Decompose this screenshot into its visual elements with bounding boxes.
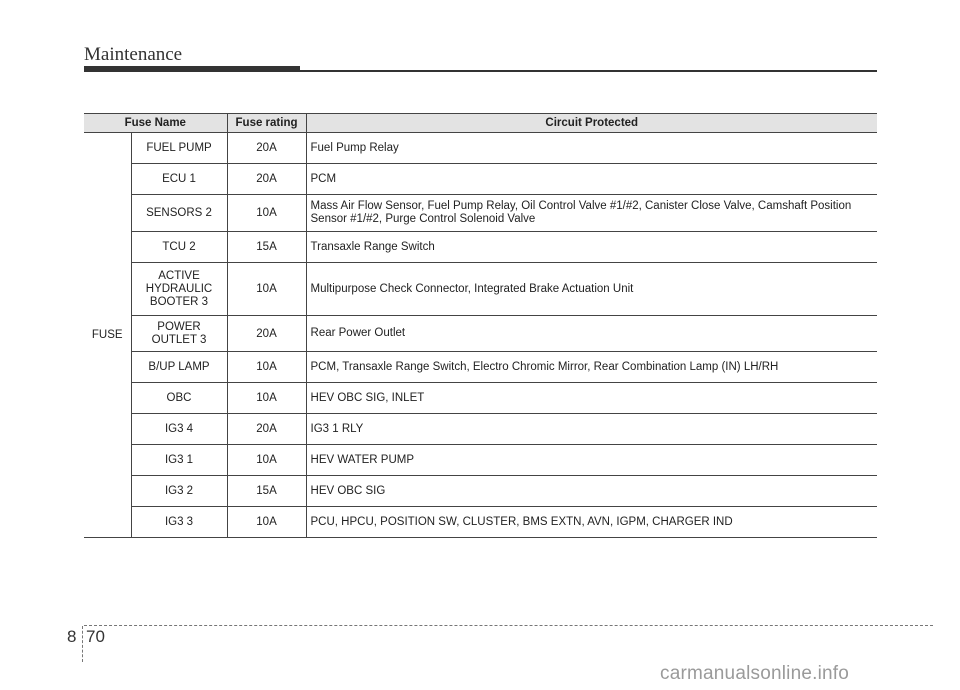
fuse-name-cell: OBC (131, 383, 227, 414)
fuse-rating-cell: 15A (227, 232, 306, 263)
fuse-name-cell: TCU 2 (131, 232, 227, 263)
table-row (84, 445, 877, 476)
footer-divider (82, 626, 83, 662)
circuit-protected-cell: Multipurpose Check Connector, Integrated Brake Actuation Unit (306, 263, 877, 316)
table-row (84, 352, 877, 383)
fuse-name-cell: SENSORS 2 (131, 195, 227, 232)
fuse-rating-cell: 20A (227, 414, 306, 445)
table-row (84, 164, 877, 195)
fuse-name-cell: IG3 3 (131, 507, 227, 538)
circuit-protected-cell: PCM (306, 164, 877, 195)
fuse-name-cell: FUEL PUMP (131, 133, 227, 164)
circuit-protected-cell: IG3 1 RLY (306, 414, 877, 445)
table-row (84, 195, 877, 232)
fuse-name-cell: IG3 1 (131, 445, 227, 476)
section-title: Maintenance (84, 44, 183, 65)
circuit-protected-cell: Fuel Pump Relay (306, 133, 877, 164)
table-row (84, 232, 877, 263)
circuit-protected-cell: Mass Air Flow Sensor, Fuel Pump Relay, Oil Control Valve #1/#2, Canister Close Valve, Camshaft Position Sensor #1/#2, Purge Control Solenoid Valve (306, 195, 877, 232)
fuse-name-cell: IG3 4 (131, 414, 227, 445)
fuse-rating-cell: 10A (227, 383, 306, 414)
fuse-table (84, 113, 877, 538)
table-row (84, 414, 877, 445)
fuse-rating-cell: 10A (227, 195, 306, 232)
fuse-rating-cell: 10A (227, 263, 306, 316)
circuit-protected-cell: HEV OBC SIG, INLET (306, 383, 877, 414)
fuse-rating-cell: 20A (227, 316, 306, 352)
chapter-number: 8 (67, 627, 77, 646)
circuit-protected-cell: PCM, Transaxle Range Switch, Electro Chromic Mirror, Rear Combination Lamp (IN) LH/RH (306, 352, 877, 383)
header-rule-thin (300, 70, 877, 72)
table-row (84, 476, 877, 507)
fuse-rating-cell: 10A (227, 445, 306, 476)
fuse-rating-cell: 20A (227, 164, 306, 195)
header-rule-thick (84, 66, 300, 72)
fuse-name-cell: IG3 2 (131, 476, 227, 507)
circuit-protected-cell: HEV OBC SIG (306, 476, 877, 507)
circuit-protected-cell: HEV WATER PUMP (306, 445, 877, 476)
table-row (84, 133, 877, 164)
table-header-row (84, 114, 877, 133)
circuit-protected-cell: Rear Power Outlet (306, 316, 877, 352)
header-circuit-protected: Circuit Protected (306, 114, 877, 133)
table-row (84, 383, 877, 414)
table-row (84, 507, 877, 538)
fuse-name-cell: ACTIVE HYDRAULIC BOOTER 3 (131, 263, 227, 316)
fuse-rating-cell: 20A (227, 133, 306, 164)
fuse-rating-cell: 15A (227, 476, 306, 507)
watermark-text: carmanualsonline.info (660, 663, 850, 684)
fuse-name-cell: ECU 1 (131, 164, 227, 195)
fuse-name-cell: POWER OUTLET 3 (131, 316, 227, 352)
fuse-table-body (84, 133, 877, 538)
fuse-rating-cell: 10A (227, 507, 306, 538)
table-row (84, 263, 877, 316)
header-fuse-name: Fuse Name (84, 114, 227, 133)
page-number: 70 (86, 627, 105, 646)
header-fuse-rating: Fuse rating (227, 114, 306, 133)
fuse-name-cell: B/UP LAMP (131, 352, 227, 383)
footer-rule (84, 625, 933, 626)
fuse-group-label: FUSE (84, 133, 131, 538)
fuse-rating-cell: 10A (227, 352, 306, 383)
circuit-protected-cell: PCU, HPCU, POSITION SW, CLUSTER, BMS EXTN, AVN, IGPM, CHARGER IND (306, 507, 877, 538)
table-row (84, 316, 877, 352)
circuit-protected-cell: Transaxle Range Switch (306, 232, 877, 263)
